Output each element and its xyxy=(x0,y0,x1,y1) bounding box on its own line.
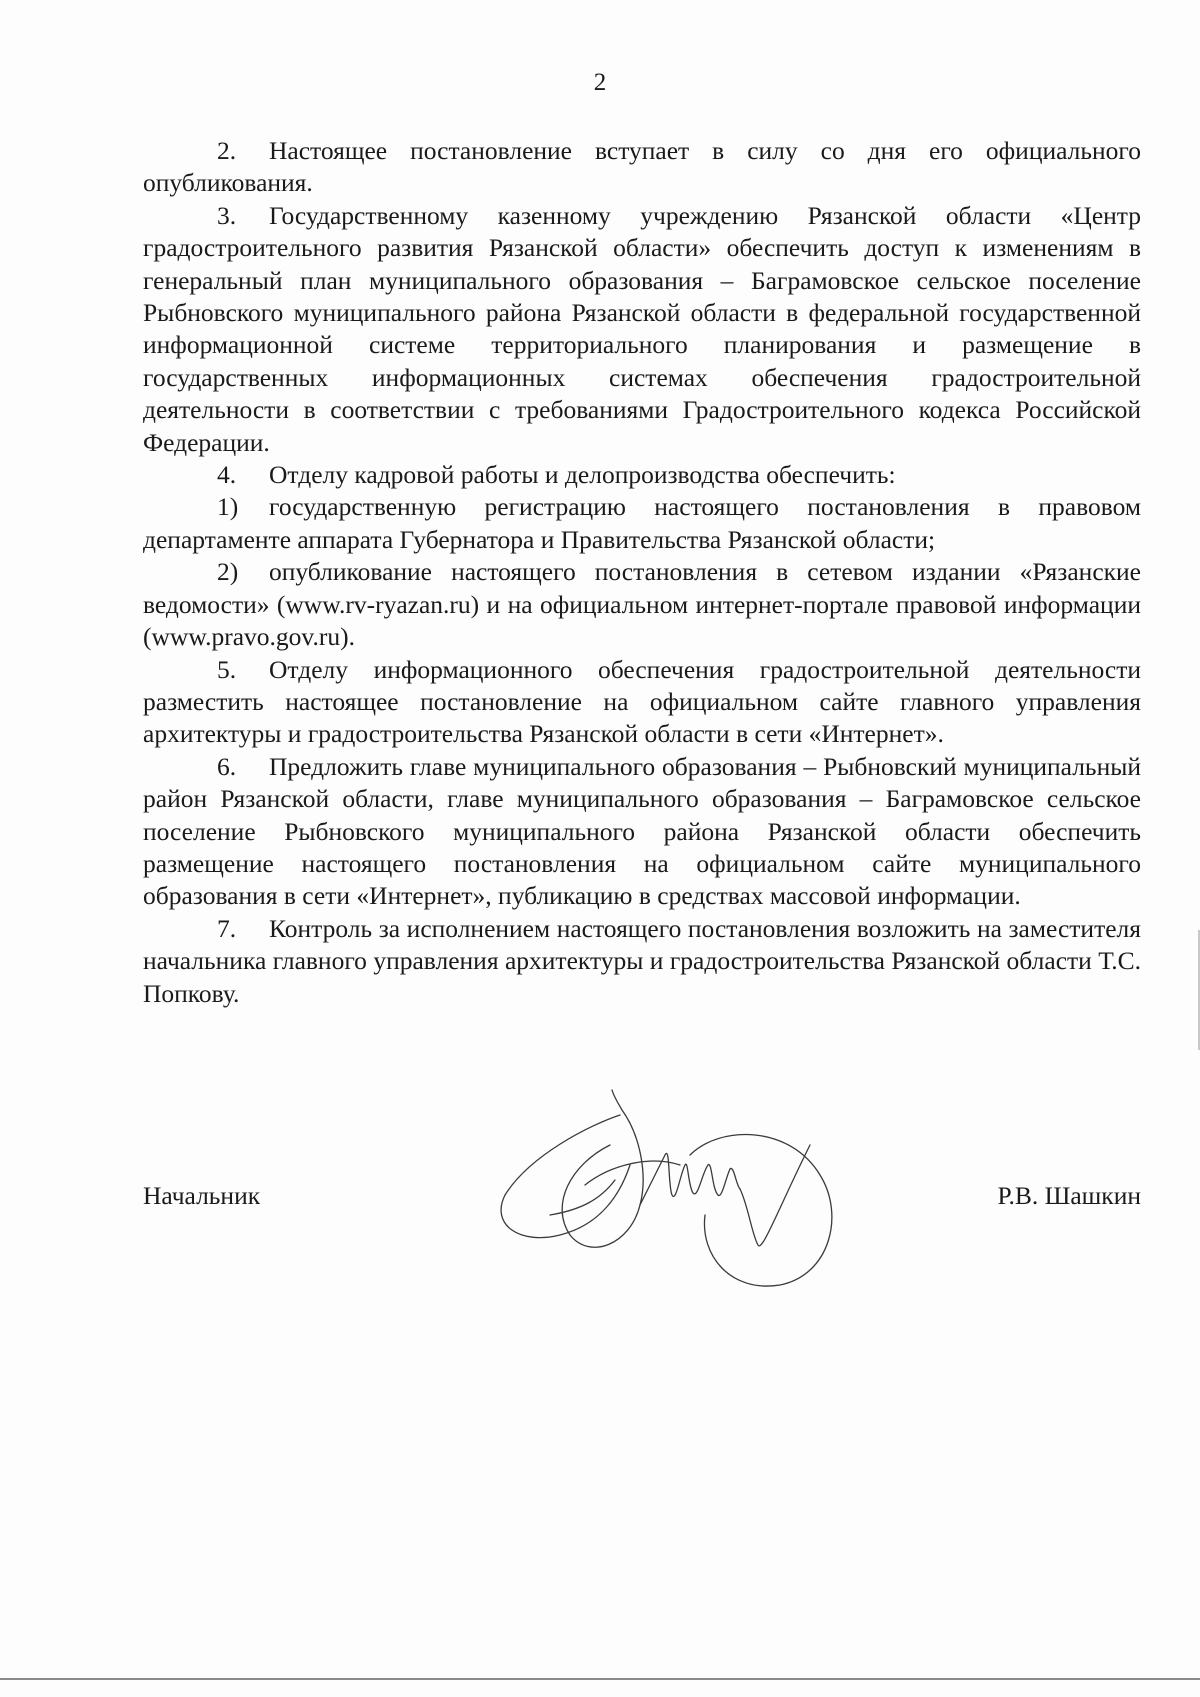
paragraph-number: 3. xyxy=(217,200,237,230)
paragraph-number: 2) xyxy=(217,557,239,587)
subparagraph-2 xyxy=(143,556,1141,653)
paragraph-7 xyxy=(143,913,1141,1010)
paragraph-2 xyxy=(143,135,1141,200)
page-number: 2 xyxy=(593,69,607,96)
paragraph-number: 7. xyxy=(217,913,237,943)
subparagraph-1 xyxy=(143,491,1141,556)
paragraph-number: 2. xyxy=(217,136,237,165)
paragraph-number: 4. xyxy=(217,460,237,490)
paragraph-text: государственную регистрацию настоящего постановления в правовом департаменте аппарата Губернатора и Правительства Рязанской области; xyxy=(143,492,1141,554)
paragraph-text: Отделу информационного обеспечения градостроительной деятельности разместить настоящее постановление на официальном сайте главного управления архитектуры и градостроительства Рязанской области в сети «Интернет». xyxy=(143,654,1141,749)
paragraph-text: Предложить главе муниципального образования – Рыбновский муниципальный район Рязанской области, главе муниципального образования – Баграмовское сельское поселение Рыбновского муниципального района Рязанской области обеспечить размещение настоящего постановления на официальном сайте муниципального образования в сети «Интернет», публикацию в средствах массовой информации. xyxy=(143,751,1141,911)
paragraph-text: Отделу кадровой работы и делопроизводства обеспечить: xyxy=(269,460,896,490)
paragraph-5 xyxy=(143,654,1141,751)
paragraph-text: опубликование настоящего постановления в сетевом издании «Рязанские ведомости» (www.rv-ryazan.ru) и на официальном интернет-портале правовой информации (www.pravo.gov.ru). xyxy=(143,557,1141,652)
paragraph-text: Контроль за исполнением настоящего постановления возложить на заместителя начальника главного управления архитектуры и градостроительства Рязанской области Т.С. Попкову. xyxy=(143,913,1141,1008)
signer-position: Начальник xyxy=(143,1181,261,1210)
paragraph-number: 5. xyxy=(217,654,237,684)
paragraph-4 xyxy=(143,459,1141,491)
paragraph-number: 1) xyxy=(217,492,239,522)
paragraph-3 xyxy=(143,200,1141,459)
paragraph-text: Государственному казенному учреждению Рязанской области «Центр градостроительного развития Рязанской области» обеспечить доступ к изменениям в генеральный план муниципального образования – Баграмовское сельское поселение Рыбновского муниципального района Рязанской области в федеральной государственной информационной системе территориального планирования и размещение в государственных информационных системах обеспечения градостроительной деятельности в соответствии с требованиями Градостроительного кодекса Российской Федерации. xyxy=(143,200,1141,457)
paragraph-text: Настоящее постановление вступает в силу со дня его официального опубликования. xyxy=(143,136,1141,198)
signature-block xyxy=(143,1180,1141,1220)
scan-bottom-edge xyxy=(0,1678,1200,1680)
signer-name: Р.В. Шашкин xyxy=(997,1181,1141,1210)
paragraph-number: 6. xyxy=(217,751,237,781)
paragraph-6 xyxy=(143,751,1141,913)
document-body xyxy=(143,135,1141,1010)
